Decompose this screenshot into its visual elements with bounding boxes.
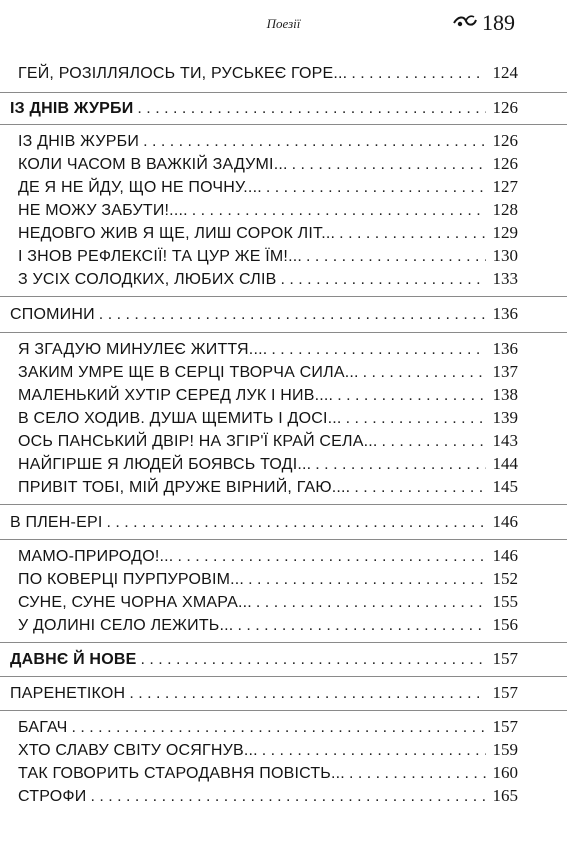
dot-leader (99, 306, 486, 324)
toc-entry-page: 124 (492, 63, 518, 82)
running-head-title: Поезії (266, 16, 301, 31)
toc-entry[interactable] (18, 131, 518, 153)
toc-section-heading[interactable] (10, 98, 518, 120)
section-divider (0, 296, 567, 297)
dot-leader (382, 433, 486, 451)
toc-entry-page: 160 (492, 763, 518, 782)
toc-entry-title: Я ЗГАДУЮ МИНУЛЕЄ ЖИТТЯ.... (18, 341, 268, 358)
toc-entry-title: НАЙГІРШЕ Я ЛЮДЕЙ БОЯВСЬ ТОДІ... (18, 456, 312, 473)
dot-leader (315, 456, 486, 474)
toc-entry-page: 129 (492, 223, 518, 242)
toc-entry-title: ХТО СЛАВУ СВІТУ ОСЯГНУВ... (18, 742, 258, 759)
toc-entry-title: ПРИВІТ ТОБІ, МІЙ ДРУЖЕ ВІРНИЙ, ГАЮ.... (18, 479, 351, 496)
dot-leader (237, 617, 486, 635)
toc-entry-title: ІЗ ДНІВ ЖУРБИ (18, 133, 140, 150)
dot-leader (337, 387, 486, 405)
toc-section-title: В ПЛЕН-ЕРІ (10, 514, 103, 531)
toc-entry-title: В СЕЛО ХОДИВ. ДУША ЩЕМИТЬ І ДОСІ... (18, 410, 342, 427)
toc-entry-page: 139 (492, 408, 518, 427)
section-divider (0, 504, 567, 505)
dot-leader (271, 341, 486, 359)
toc-entry[interactable] (18, 339, 518, 361)
toc-entry-page: 165 (492, 786, 518, 805)
toc-entry-title: ГЕЙ, РОЗІЛЛЯЛОСЬ ТИ, РУСЬКЕЄ ГОРЕ... (18, 65, 348, 82)
toc-entry[interactable] (18, 431, 518, 453)
toc-entry-page: 157 (492, 717, 518, 736)
toc-entry-page: 156 (492, 615, 518, 634)
toc-entry[interactable] (18, 223, 518, 245)
dot-leader (354, 479, 486, 497)
dot-leader (256, 594, 486, 612)
toc-section-page: 146 (492, 512, 518, 531)
fleuron-ornament-icon (452, 12, 478, 30)
toc-entry[interactable] (18, 546, 518, 568)
dot-leader (306, 248, 486, 266)
toc-entry-title: СУНЕ, СУНЕ ЧОРНА ХМАРА... (18, 594, 252, 611)
toc-entry-page: 159 (492, 740, 518, 759)
toc-entry-title: У ДОЛИНІ СЕЛО ЛЕЖИТЬ... (18, 617, 234, 634)
toc-entry-title: СТРОФИ (18, 788, 87, 805)
toc-entry[interactable] (18, 154, 518, 176)
toc-section-title: ДАВНЄ Й НОВЕ (10, 651, 137, 668)
toc-entry-page: 145 (492, 477, 518, 496)
toc-section-page: 157 (492, 649, 518, 668)
toc-entry-title: НЕ МОЖУ ЗАБУТИ!.... (18, 202, 188, 219)
dot-leader (363, 364, 486, 382)
toc-entry-page: 152 (492, 569, 518, 588)
dot-leader (346, 410, 486, 428)
toc-entry-title: ТАК ГОВОРИТЬ СТАРОДАВНЯ ПОВІСТЬ... (18, 765, 345, 782)
section-divider (0, 642, 567, 643)
dot-leader (106, 514, 486, 532)
toc-entry-page: 130 (492, 246, 518, 265)
running-head (0, 10, 567, 36)
toc-entry[interactable] (18, 63, 518, 85)
toc-section-page: 157 (492, 683, 518, 702)
toc-section-heading[interactable] (10, 683, 518, 705)
toc-section-page: 126 (492, 98, 518, 117)
toc-section-title: ІЗ ДНІВ ЖУРБИ (10, 100, 134, 117)
toc-entry[interactable] (18, 569, 518, 591)
toc-entry[interactable] (18, 454, 518, 476)
section-divider (0, 710, 567, 711)
toc-entry[interactable] (18, 740, 518, 762)
toc-entry-page: 136 (492, 339, 518, 358)
toc-entry-page: 138 (492, 385, 518, 404)
toc-entry-title: ОСЬ ПАНСЬКИЙ ДВІР! НА ЗГІР'Ї КРАЙ СЕЛА... (18, 433, 378, 450)
toc-entry[interactable] (18, 269, 518, 291)
dot-leader (143, 133, 486, 151)
toc-entry[interactable] (18, 362, 518, 384)
dot-leader (349, 765, 486, 783)
toc-entry-title: ПО КОВЕРЦІ ПУРПУРОВІМ... (18, 571, 245, 588)
toc-entry-page: 133 (492, 269, 518, 288)
toc-entry-title: КОЛИ ЧАСОМ В ВАЖКІЙ ЗАДУМІ... (18, 156, 288, 173)
dot-leader (351, 65, 486, 83)
section-divider (0, 332, 567, 333)
toc-entry[interactable] (18, 200, 518, 222)
toc-section-heading[interactable] (10, 512, 518, 534)
toc-entry-page: 146 (492, 546, 518, 565)
dot-leader (248, 571, 486, 589)
dot-leader (262, 742, 486, 760)
toc-section-title: СПОМИНИ (10, 306, 95, 323)
toc-section-title: ПАРЕНЕТІКОН (10, 685, 126, 702)
dot-leader (192, 202, 486, 220)
dot-leader (140, 651, 486, 669)
toc-entry[interactable] (18, 592, 518, 614)
toc-section-heading[interactable] (10, 649, 518, 671)
dot-leader (292, 156, 486, 174)
dot-leader (339, 225, 486, 243)
dot-leader (72, 719, 487, 737)
page-number: 189 (482, 10, 515, 35)
dot-leader (177, 548, 486, 566)
toc-entry-title: ДЕ Я НЕ ЙДУ, ЩО НЕ ПОЧНУ.... (18, 179, 262, 196)
toc-entry-title: ЗАКИМ УМРЕ ЩЕ В СЕРЦІ ТВОРЧА СИЛА... (18, 364, 359, 381)
toc-entry-page: 155 (492, 592, 518, 611)
toc-entry-title: МАМО-ПРИРОДО!... (18, 548, 174, 565)
section-divider (0, 676, 567, 677)
toc-entry-page: 137 (492, 362, 518, 381)
toc-entry[interactable] (18, 717, 518, 739)
section-divider (0, 92, 567, 93)
section-divider (0, 124, 567, 125)
toc-entry-page: 126 (492, 154, 518, 173)
dot-leader (129, 685, 486, 703)
toc-entry[interactable] (18, 385, 518, 407)
toc-entry[interactable] (18, 477, 518, 499)
toc-entry-title: З УСІХ СОЛОДКИХ, ЛЮБИХ СЛІВ (18, 271, 277, 288)
toc-entry[interactable] (18, 177, 518, 199)
dot-leader (281, 271, 487, 289)
toc-section-page: 136 (492, 304, 518, 323)
toc-entry-page: 126 (492, 131, 518, 150)
dot-leader (90, 788, 486, 806)
toc-entry[interactable] (18, 763, 518, 785)
toc-entry-page: 143 (492, 431, 518, 450)
toc-entry-page: 127 (492, 177, 518, 196)
toc-entry-title: НЕДОВГО ЖИВ Я ЩЕ, ЛИШ СОРОК ЛІТ... (18, 225, 336, 242)
toc-entry-title: І ЗНОВ РЕФЛЕКСІЇ! ТА ЦУР ЖЕ ЇМ!... (18, 248, 303, 265)
section-divider (0, 539, 567, 540)
toc-entry[interactable] (18, 246, 518, 268)
toc-entry-title: БАГАЧ (18, 719, 68, 736)
toc-entry-title: МАЛЕНЬКИЙ ХУТІР СЕРЕД ЛУК І НИВ.... (18, 387, 334, 404)
dot-leader (137, 100, 486, 118)
toc-entry[interactable] (18, 615, 518, 637)
toc-entry-page: 128 (492, 200, 518, 219)
toc-section-heading[interactable] (10, 304, 518, 326)
dot-leader (266, 179, 486, 197)
toc-entry[interactable] (18, 786, 518, 808)
toc-entry[interactable] (18, 408, 518, 430)
toc-entry-page: 144 (492, 454, 518, 473)
